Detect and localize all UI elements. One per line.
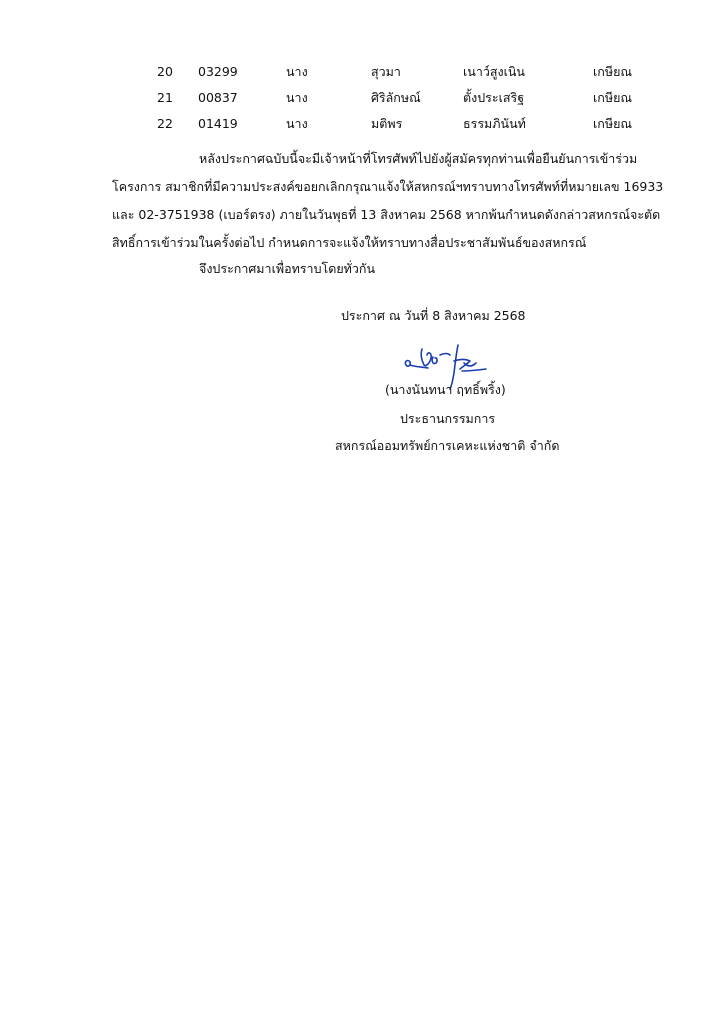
member-code: 00837 [198,90,238,105]
last-name: เนาว์สูงเนิน [463,64,525,79]
paragraph-line: และ 02-3751938 (เบอร์ตรง) ภายในวันพุธที่ 13 สิงหาคม 2568 หากพ้นกำหนดดังกล่าวสหกรณ์จะตัด [112,207,661,222]
paragraph-line: สิทธิ์การเข้าร่วมในครั้งต่อไป กำหนดการจะแจ้งให้ทราบทางสื่อประชาสัมพันธ์ของสหกรณ์ [112,235,587,250]
last-name: ตั้งประเสริฐ [463,90,525,105]
first-name: มติพร [371,116,403,131]
table-row [0,113,724,135]
member-code: 01419 [198,116,238,131]
first-name: สุวมา [371,64,401,79]
organization-name: สหกรณ์ออมทรัพย์การเคหะแห่งชาติ จำกัด [335,438,560,453]
name-title: นาง [286,116,308,131]
name-title: นาง [286,64,308,79]
member-status: เกษียณ [593,90,633,105]
paragraph-line: โครงการ สมาชิกที่มีความประสงค์ขอยกเลิกกรุณาแจ้งให้สหกรณ์ฯทราบทางโทรศัพท์ที่หมายเลข 16933 [112,179,664,194]
member-status: เกษียณ [593,116,633,131]
row-number: 20 [157,64,173,79]
signatory-name: (นางนันทนา ฤทธิ์พริ้ง) [385,382,506,397]
row-number: 22 [157,116,173,131]
last-name: ธรรมภินันท์ [463,116,526,131]
name-title: นาง [286,90,308,105]
announcement-date: ประกาศ ณ วันที่ 8 สิงหาคม 2568 [341,308,526,323]
row-number: 21 [157,90,173,105]
table-row [0,61,724,83]
first-name: ศิริลักษณ์ [371,90,421,105]
signatory-position: ประธานกรรมการ [400,411,496,426]
closing-statement: จึงประกาศมาเพื่อทราบโดยทั่วกัน [199,261,376,276]
paragraph-line: หลังประกาศฉบับนี้จะมีเจ้าหน้าที่โทรศัพท์ไปยังผู้สมัครทุกท่านเพื่อยืนยันการเข้าร่วม [199,151,638,166]
member-status: เกษียณ [593,64,633,79]
member-code: 03299 [198,64,238,79]
table-row [0,87,724,109]
